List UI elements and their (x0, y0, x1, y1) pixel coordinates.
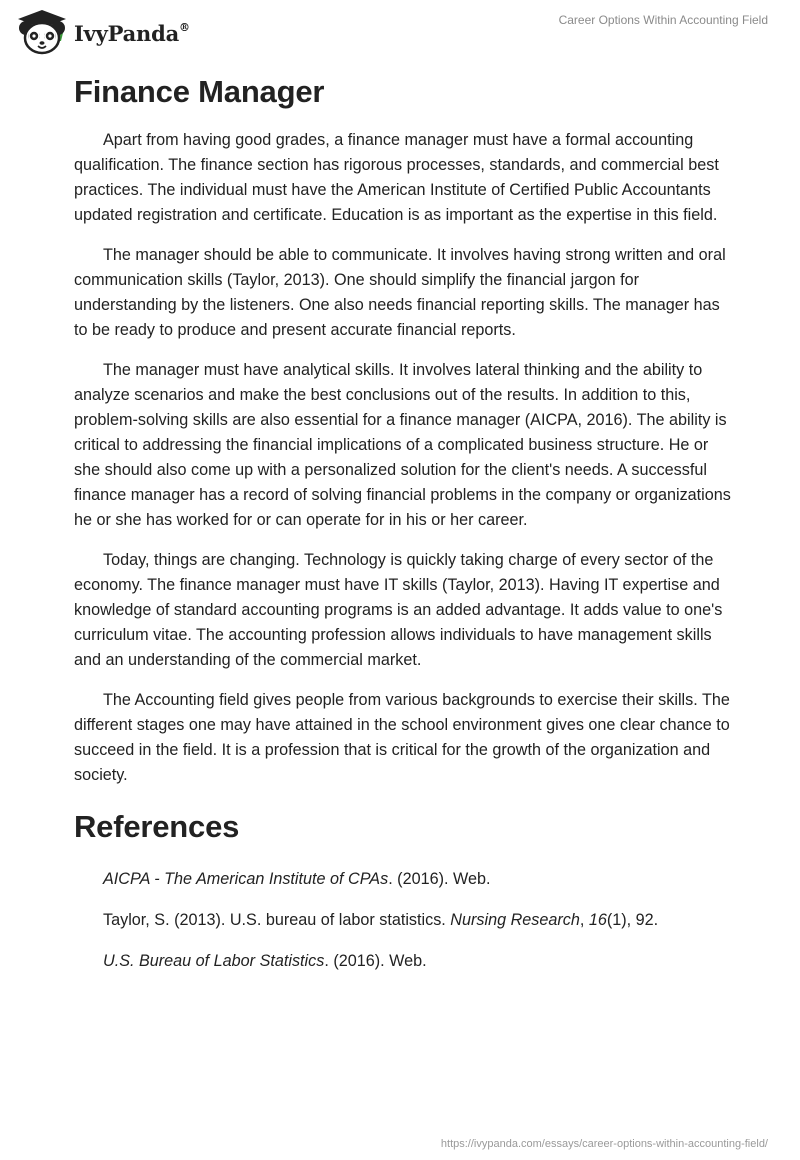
reference-journal: Nursing Research (450, 911, 580, 929)
body-paragraph: The manager should be able to communicate. It involves having strong written and oral communication skills (Taylor, 2013). One should simplify the financial jargon for understanding by the listeners. One also needs financial reporting skills. The manager has to be ready to produce and present accurate financial reports. (74, 246, 726, 339)
section-heading: Finance Manager (74, 74, 325, 109)
reference-author-title: Taylor, S. (2013). U.S. bureau of labor statistics. (103, 911, 451, 929)
brand-name: IvyPanda® (74, 20, 190, 46)
panda-mascot-icon (14, 8, 70, 56)
reference-item: Taylor, S. (2013). U.S. bureau of labor statistics. Nursing Research, 16(1), 92. (103, 911, 659, 929)
footer-url[interactable]: https://ivypanda.com/essays/career-options-within-accounting-field/ (440, 1138, 768, 1150)
body-paragraph: Apart from having good grades, a finance manager must have a formal accounting qualification. The finance section has rigorous processes, standards, and commercial best practices. The individual must have the American Institute of Certified Public Accountants updated registration and certificate. Education is as important as the expertise in this field. (74, 131, 719, 224)
reference-item (103, 949, 734, 974)
brand-logo[interactable] (14, 8, 190, 56)
reference-item (103, 867, 734, 892)
body-paragraph: The manager must have analytical skills. It involves lateral thinking and the ability to analyze scenarios and make the best conclusions out of the results. In addition to this, problem-solving skills are also essential for a finance manager (AICPA, 2016). The ability is critical to addressing the financial implications of a complicated business structure. He or she should also come up with a personalized solution for the client's needs. A successful finance manager has a record of solving financial problems in the company or organizations he or she has worked for or can operate for in his or her career. (74, 361, 731, 529)
essay-content (74, 70, 734, 990)
reference-details: . (2016). Web. (324, 952, 427, 970)
reference-details: . (2016). Web. (388, 870, 491, 888)
page-header (0, 0, 800, 64)
references-heading: References (74, 809, 240, 844)
reference-title: AICPA - The American Institute of CPAs (103, 870, 389, 888)
reference-details: (1), 92. (606, 911, 659, 929)
reference-title: U.S. Bureau of Labor Statistics (103, 952, 325, 970)
body-paragraph: Today, things are changing. Technology is quickly taking charge of every sector of the economy. The finance manager must have IT skills (Taylor, 2013). Having IT expertise and knowledge of standard accounting programs is an added advantage. It adds value to one's curriculum vitae. The accounting profession allows individuals to have management skills and an understanding of the commercial market. (74, 551, 723, 669)
document-title: Career Options Within Accounting Field (558, 13, 768, 27)
body-paragraph: The Accounting field gives people from various backgrounds to exercise their skills. The different stages one may have attained in the school environment gives one clear chance to succeed in the field. It is a profession that is critical for the growth of the organization and society. (74, 691, 730, 784)
reference-volume: 16 (588, 911, 607, 929)
